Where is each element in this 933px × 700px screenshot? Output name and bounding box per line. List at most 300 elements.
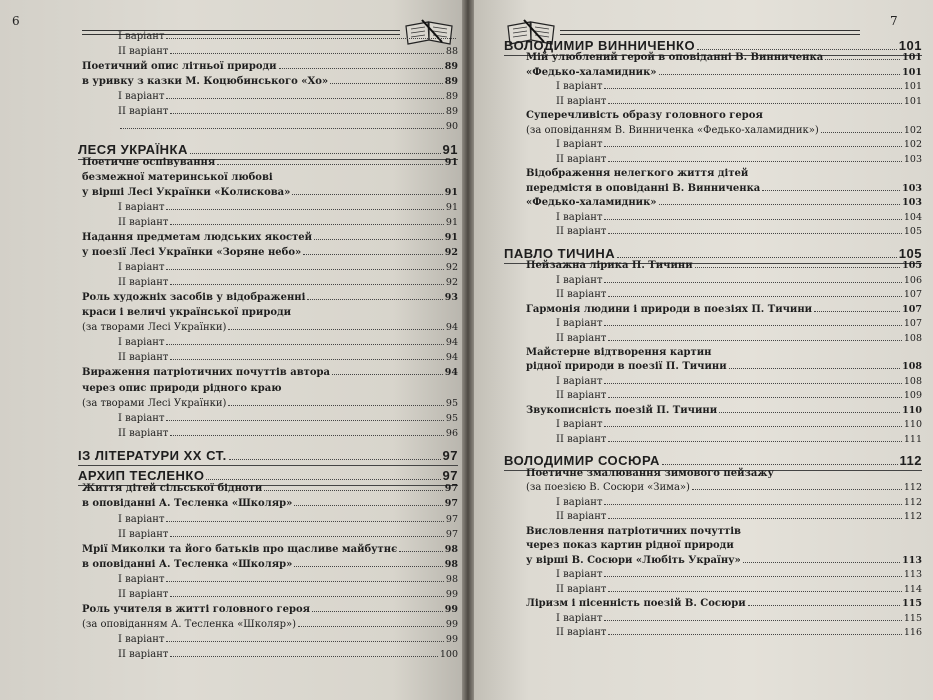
toc-variant-entry: [556, 275, 922, 286]
toc-entry-title: через опис природи рідного краю: [82, 382, 282, 394]
toc-entry: [526, 125, 922, 136]
toc-entry-title: II варіант: [118, 106, 169, 118]
dot-leader: [170, 224, 443, 225]
toc-page-number: 97: [445, 513, 458, 525]
toc-entry-title: II варіант: [118, 352, 169, 364]
toc-variant-entry: [556, 434, 922, 445]
toc-page-number: 97: [444, 498, 458, 510]
toc-entry-title: Гармонія людини і природи в поезіях П. Тичини: [526, 303, 813, 315]
dot-leader: [729, 368, 900, 369]
toc-entry-title: II варіант: [118, 277, 169, 289]
toc-page-number: 94: [445, 337, 458, 349]
dot-leader: [608, 634, 901, 635]
dot-leader: [206, 479, 440, 480]
toc-entry-title: Висловлення патріотичних почуттів: [526, 525, 741, 537]
toc-page-number: 98: [444, 543, 458, 555]
dot-leader: [659, 74, 901, 75]
toc-entry-title: «Федько-халамидник»: [526, 197, 657, 209]
toc-section-heading: [504, 38, 922, 53]
toc-page-number: 97: [444, 483, 458, 495]
toc-entry-title: через показ картин рідної природи: [526, 540, 734, 552]
dot-leader: [821, 132, 902, 133]
toc-entry: [526, 304, 922, 315]
toc-entry-title: рідної природи в поезії П. Тичини: [526, 361, 727, 373]
toc-page-number: 93: [444, 292, 458, 304]
toc-page-number: 90: [445, 121, 458, 133]
dot-leader: [294, 505, 442, 506]
toc-variant-entry: [118, 202, 458, 213]
dot-leader: [298, 626, 444, 627]
toc-variant-entry: [556, 318, 922, 329]
toc-page-number: 113: [903, 569, 922, 581]
toc-entry-title: II варіант: [118, 46, 169, 58]
toc-entry: [82, 172, 458, 183]
dot-leader: [617, 257, 897, 258]
toc-variant-entry: [556, 613, 922, 624]
toc-entry-title: ВОЛОДИМИР ВИННИЧЕНКО: [504, 38, 696, 53]
toc-variant-entry: [556, 96, 922, 107]
toc-page-number: 99: [445, 618, 458, 630]
toc-variant-entry: [556, 569, 922, 580]
dot-leader: [166, 344, 443, 345]
dot-leader: [604, 325, 901, 326]
dot-leader: [307, 299, 442, 300]
toc-entry-title: в оповіданні А. Тесленка «Школяр»: [82, 498, 293, 510]
dot-leader: [170, 359, 443, 360]
dot-leader: [762, 190, 900, 191]
dot-leader: [294, 566, 442, 567]
dot-leader: [604, 383, 901, 384]
toc-entry-title: II варіант: [118, 649, 169, 660]
toc-entry: [526, 197, 922, 208]
toc-page-number: 89: [445, 106, 458, 118]
dot-leader: [399, 551, 443, 552]
toc-entry-title: Суперечливість образу головного героя: [526, 110, 763, 122]
toc-entry-title: Роль учителя в житті головного героя: [82, 603, 311, 615]
toc-entry-title: Поетичне змалювання зимового пейзажу: [526, 467, 774, 479]
toc-entry-title: Мрії Миколки та його батьків про щасливе майбутнє: [82, 543, 398, 555]
dot-leader: [190, 153, 441, 154]
dot-leader: [608, 397, 901, 398]
toc-entry-title: I варіант: [556, 375, 603, 387]
toc-page-number: 101: [902, 66, 922, 78]
toc-page-number: 100: [439, 649, 458, 660]
toc-entry-title: I варіант: [556, 569, 603, 581]
toc-variant-entry: [556, 627, 922, 638]
toc-variant-entry: [556, 497, 922, 508]
toc-entry: [82, 498, 458, 509]
toc-entry-title: II варіант: [556, 390, 607, 402]
toc-entry-title: I варіант: [118, 337, 165, 349]
toc-entry-title: у вірші Лесі Українки «Колискова»: [82, 186, 291, 198]
toc-section-heading: [78, 142, 458, 157]
toc-page-number: 105: [898, 245, 922, 261]
toc-entry-title: Пейзажна лірика П. Тичини: [526, 260, 693, 272]
dot-leader: [748, 605, 900, 606]
toc-variant-entry: [556, 333, 922, 344]
toc-variant-entry: [556, 81, 922, 92]
toc-entry-title: II варіант: [556, 332, 607, 344]
dot-leader: [228, 329, 443, 330]
toc-entry-title: Майстерне відтворення картин: [526, 346, 712, 358]
page-number: 7: [890, 14, 898, 28]
dot-leader: [608, 161, 901, 162]
dot-leader: [825, 59, 900, 60]
right-page: [474, 0, 933, 700]
dot-leader: [608, 296, 901, 297]
book-gutter: [462, 0, 474, 700]
dot-leader: [217, 164, 443, 165]
toc-page-number: 102: [903, 139, 922, 151]
dot-leader: [719, 412, 900, 413]
toc-page-number: 108: [903, 332, 922, 344]
toc-section-heading: [78, 448, 458, 463]
toc-page-number: 105: [903, 226, 922, 238]
dot-leader: [604, 146, 901, 147]
header-rule: [560, 30, 860, 35]
toc-entry: [82, 559, 458, 570]
toc-page-number: 101: [903, 95, 922, 107]
toc-variant-entry: [118, 413, 458, 424]
toc-entry-title: II варіант: [556, 289, 607, 301]
toc-entry-title: у поезії Лесі Українки «Зоряне небо»: [82, 247, 302, 259]
toc-entry-title: II варіант: [556, 511, 607, 523]
toc-page-number: 97: [442, 448, 458, 464]
toc-page-number: 112: [903, 482, 922, 494]
toc-variant-entry: [118, 352, 458, 363]
toc-entry-title: передмістя в оповіданні В. Винниченка: [526, 182, 761, 194]
toc-entry: [526, 361, 922, 372]
toc-entry-title: ВОЛОДИМИР СОСЮРА: [504, 453, 660, 469]
toc-variant-entry: [556, 419, 922, 430]
toc-variant-entry: [118, 514, 458, 525]
toc-page-number: 89: [444, 61, 458, 73]
dot-leader: [279, 68, 443, 69]
dot-leader: [608, 103, 901, 104]
toc-page-number: 88: [445, 46, 458, 58]
dot-leader: [312, 611, 443, 612]
toc-variant-entry: [556, 376, 922, 387]
toc-variant-entry: [556, 226, 922, 237]
dot-leader: [292, 194, 442, 195]
toc-entry: [82, 247, 458, 258]
dot-leader: [166, 98, 443, 99]
toc-variant-entry: [556, 212, 922, 223]
toc-entry: [526, 540, 922, 551]
toc-page-number: 97: [445, 528, 458, 540]
toc-page-number: 108: [902, 361, 922, 373]
dot-leader: [662, 464, 898, 465]
dot-leader: [692, 489, 902, 490]
toc-page-number: 91: [442, 141, 458, 157]
toc-variant-entry: [118, 121, 458, 132]
toc-entry-title: (за поезією В. Сосюри «Зима»): [526, 482, 690, 494]
dot-leader: [166, 38, 456, 39]
dot-leader: [608, 441, 901, 442]
toc-page-number: 91: [445, 201, 458, 213]
toc-variant-entry: [556, 584, 922, 595]
toc-entry-title: I варіант: [118, 633, 165, 645]
toc-entry-title: I варіант: [118, 201, 165, 213]
toc-page-number: 91: [445, 216, 458, 228]
toc-page-number: 92: [444, 247, 458, 259]
toc-variant-entry: [556, 154, 922, 165]
toc-page-number: 114: [903, 583, 922, 595]
dot-leader: [608, 233, 901, 234]
toc-page-number: 103: [902, 197, 922, 209]
toc-variant-entry: [118, 31, 458, 42]
dot-leader: [264, 490, 443, 491]
toc-entry-title: Звукописність поезій П. Тичини: [526, 404, 718, 416]
toc-entry-title: ПАВЛО ТИЧИНА: [504, 245, 616, 261]
toc-entry: [82, 322, 458, 333]
toc-entry-title: ЛЕСЯ УКРАЇНКА: [78, 141, 188, 157]
dot-leader: [604, 219, 901, 220]
toc-page-number: 98: [444, 558, 458, 570]
toc-entry-title: II варіант: [118, 427, 169, 439]
toc-entry: [526, 67, 922, 78]
toc-entry: [82, 61, 458, 72]
toc-page-number: 89: [445, 91, 458, 103]
toc-entry: [526, 526, 922, 537]
toc-section-heading: [78, 468, 458, 483]
toc-entry-title: I варіант: [556, 139, 603, 151]
dot-leader: [228, 405, 443, 406]
toc-entry: [82, 292, 458, 303]
toc-entry: [82, 232, 458, 243]
toc-page-number: 99: [444, 603, 458, 615]
toc-page-number: 92: [445, 262, 458, 274]
toc-variant-entry: [556, 390, 922, 401]
toc-entry-title: II варіант: [556, 95, 607, 107]
dot-leader: [330, 83, 443, 84]
toc-entry-title: II варіант: [556, 153, 607, 165]
toc-entry: [82, 619, 458, 630]
toc-page-number: 101: [903, 81, 922, 93]
dot-leader: [166, 420, 443, 421]
dot-leader: [166, 641, 443, 642]
dot-leader: [170, 435, 443, 436]
dot-leader: [608, 340, 901, 341]
toc-entry-title: I варіант: [118, 513, 165, 525]
dot-leader: [608, 518, 901, 519]
toc-entry: [526, 260, 922, 271]
toc-variant-entry: [118, 106, 458, 117]
toc-entry: [526, 168, 922, 179]
toc-page-number: 94: [444, 367, 458, 379]
toc-page-number: 107: [903, 318, 922, 330]
toc-entry-title: Поетичний опис літньої природи: [82, 61, 277, 73]
dot-leader: [170, 596, 443, 597]
toc-page-number: 91: [444, 156, 458, 168]
toc-entry-title: ІЗ ЛІТЕРАТУРИ XX СТ.: [78, 448, 227, 464]
toc-entry-title: I варіант: [556, 419, 603, 431]
dot-leader: [604, 426, 901, 427]
dot-leader: [170, 536, 443, 537]
toc-page-number: 101: [902, 52, 922, 64]
toc-entry: [82, 157, 458, 168]
toc-page-number: 95: [445, 397, 458, 409]
toc-page-number: 89: [444, 76, 458, 88]
toc-page-number: 98: [445, 573, 458, 585]
toc-variant-entry: [118, 529, 458, 540]
toc-entry-title: Надання предметам людських якостей: [82, 231, 313, 243]
toc-variant-entry: [118, 91, 458, 102]
toc-page-number: 99: [445, 633, 458, 645]
toc-entry-title: II варіант: [118, 528, 169, 540]
toc-variant-entry: [118, 428, 458, 439]
toc-page-number: 109: [903, 390, 922, 402]
dot-leader: [332, 374, 443, 375]
dot-leader: [659, 204, 901, 205]
toc-entry: [526, 468, 922, 479]
toc-page-number: 107: [903, 289, 922, 301]
dot-leader: [170, 656, 437, 657]
dot-leader: [166, 521, 443, 522]
toc-page-number: 103: [902, 182, 922, 194]
toc-entry-title: II варіант: [556, 583, 607, 595]
dot-leader: [120, 128, 444, 129]
toc-page-number: 112: [899, 453, 922, 469]
dot-leader: [604, 504, 901, 505]
toc-entry-title: II варіант: [118, 216, 169, 228]
dot-leader: [170, 113, 443, 114]
toc-entry-title: I варіант: [118, 91, 165, 103]
toc-entry-title: II варіант: [556, 226, 607, 238]
dot-leader: [814, 311, 900, 312]
toc-page-number: 99: [445, 588, 458, 600]
toc-variant-entry: [556, 139, 922, 150]
toc-variant-entry: [118, 262, 458, 273]
dot-leader: [303, 254, 443, 255]
toc-page-number: 94: [445, 352, 458, 364]
page-number: 6: [12, 14, 20, 28]
toc-page-number: 94: [445, 322, 458, 334]
toc-entry-title: в уривку з казки М. Коцюбинського «Хо»: [82, 76, 329, 88]
toc-entry: [82, 398, 458, 409]
toc-entry-title: краси і величі української природи: [82, 307, 292, 319]
toc-entry: [82, 307, 458, 318]
toc-page-number: 96: [445, 427, 458, 439]
toc-entry-title: Роль художніх засобів у відображенні: [82, 292, 306, 304]
toc-entry-title: «Федько-халамидник»: [526, 66, 657, 78]
toc-entry-title: I варіант: [118, 573, 165, 585]
toc-page-number: 107: [902, 303, 922, 315]
toc-page-number: 112: [903, 496, 922, 508]
toc-entry-title: I варіант: [556, 274, 603, 286]
toc-page-number: 101: [898, 38, 922, 53]
toc-section-heading: [504, 246, 922, 261]
toc-entry-title: (за оповіданням В. Винниченка «Федько-халамидник»): [526, 124, 819, 136]
toc-variant-entry: [118, 277, 458, 288]
toc-entry-title: Відображення нелегкого життя дітей: [526, 168, 749, 180]
toc-entry-title: I варіант: [556, 318, 603, 330]
toc-page-number: 110: [903, 419, 922, 431]
toc-variant-entry: [118, 589, 458, 600]
dot-leader: [695, 267, 901, 268]
dot-leader: [604, 576, 901, 577]
toc-entry-title: (за оповіданням А. Тесленка «Школяр»): [82, 618, 297, 630]
toc-page-number: 110: [902, 404, 922, 416]
toc-entry: [82, 604, 458, 615]
toc-entry: [526, 347, 922, 358]
toc-entry: [526, 110, 922, 121]
toc-page-number: 111: [903, 433, 922, 445]
toc-entry-title: I варіант: [556, 81, 603, 93]
toc-entry: [82, 383, 458, 394]
toc-entry: [526, 52, 922, 63]
toc-entry-title: у вірші В. Сосюри «Любіть Україну»: [526, 554, 741, 566]
toc-variant-entry: [118, 337, 458, 348]
toc-entry: [82, 544, 458, 555]
left-page: [0, 0, 462, 700]
toc-entry: [526, 598, 922, 609]
toc-page-number: 103: [903, 153, 922, 165]
toc-entry-title: Ліризм і пісенність поезій В. Сосюри: [526, 598, 746, 610]
toc-variant-entry: [556, 511, 922, 522]
toc-entry-title: I варіант: [118, 412, 165, 424]
toc-page-number: 104: [903, 211, 922, 223]
toc-page-number: 92: [445, 277, 458, 289]
toc-entry: [82, 187, 458, 198]
toc-entry-title: в оповіданні А. Тесленка «Школяр»: [82, 558, 293, 570]
toc-section-heading: [504, 453, 922, 468]
toc-entry: [526, 405, 922, 416]
toc-entry: [526, 482, 922, 493]
section-underline: [78, 465, 458, 466]
toc-entry-title: I варіант: [118, 31, 165, 42]
toc-entry-title: Мій улюблений герой в оповіданні В. Винниченка: [526, 52, 824, 64]
dot-leader: [166, 581, 443, 582]
toc-variant-entry: [556, 289, 922, 300]
dot-leader: [166, 209, 443, 210]
toc-entry-title: безмежної материнської любові: [82, 171, 273, 183]
toc-entry: [526, 555, 922, 566]
toc-page-number: 97: [442, 468, 458, 484]
toc-page-number: 105: [902, 260, 922, 272]
toc-entry: [526, 183, 922, 194]
toc-page-number: 91: [444, 231, 458, 243]
dot-leader: [604, 282, 901, 283]
dot-leader: [229, 459, 441, 460]
toc-entry-title: Поетичне оспівування: [82, 156, 216, 168]
toc-entry-title: I варіант: [556, 496, 603, 508]
dot-leader: [697, 49, 897, 50]
dot-leader: [604, 88, 901, 89]
toc-page-number: 95: [445, 412, 458, 424]
toc-page-number: 91: [444, 186, 458, 198]
toc-variant-entry: [118, 46, 458, 57]
toc-variant-entry: [118, 217, 458, 228]
toc-entry-title: II варіант: [556, 627, 607, 638]
dot-leader: [743, 562, 900, 563]
toc-page-number: 113: [902, 554, 922, 566]
toc-entry-title: Вираження патріотичних почуттів автора: [82, 367, 330, 379]
dot-leader: [166, 269, 443, 270]
toc-entry: [82, 76, 458, 87]
toc-entry-title: II варіант: [118, 588, 169, 600]
toc-page-number: 116: [903, 627, 922, 638]
toc-entry-title: I варіант: [118, 262, 165, 274]
toc-entry-title: I варіант: [556, 211, 603, 223]
toc-entry-title: (за творами Лесі Українки): [82, 397, 227, 409]
toc-page-number: 112: [903, 511, 922, 523]
toc-variant-entry: [118, 634, 458, 645]
toc-variant-entry: [118, 574, 458, 585]
toc-variant-entry: [118, 649, 458, 660]
toc-entry: [82, 367, 458, 378]
toc-entry-title: АРХИП ТЕСЛЕНКО: [78, 468, 205, 484]
